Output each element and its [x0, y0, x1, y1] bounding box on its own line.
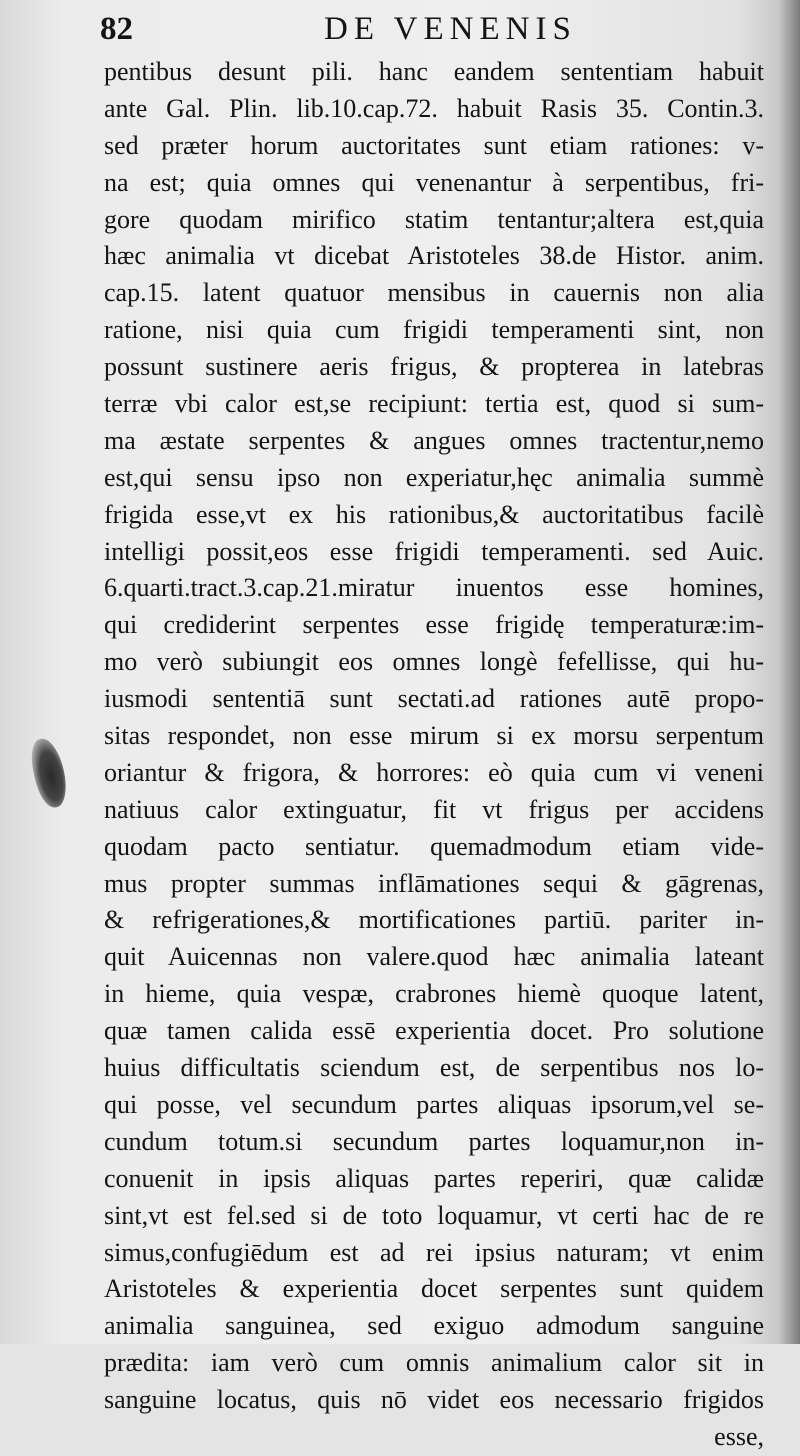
text-line: animalia sanguinea, sed exiguo admodum sanguine [104, 1311, 764, 1341]
text-line: terræ vbi calor est,se recipiunt: tertia est, quod si sum- [104, 389, 764, 419]
text-line: quit Auicennas non valere.quod hæc animalia lateant [104, 942, 764, 972]
text-line: cundum totum.si secundum partes loquamur,non in- [104, 1126, 764, 1156]
text-line: ante Gal. Plin. lib.10.cap.72. habuit Rasis 35. Contin.3. [104, 93, 764, 123]
text-line: simus,confugiēdum est ad rei ipsius naturam; vt enim [104, 1237, 764, 1267]
text-line: frigida esse,vt ex his rationibus,& auctoritatibus facilè [104, 499, 764, 529]
page-header [100, 6, 790, 52]
text-line: hæc animalia vt dicebat Aristoteles 38.de Histor. anim. [104, 241, 764, 271]
text-line: iusmodi sententiā sunt sectati.ad rationes autē propo- [104, 684, 764, 714]
text-line: possunt sustinere aeris frigus, & propterea in latebras [104, 352, 764, 382]
text-line: intelligi possit,eos esse frigidi temperamenti. sed Auic. [104, 536, 764, 566]
text-line: est,qui sensu ipso non experiatur,hęc animalia summè [104, 462, 764, 492]
page-gutter-shadow [778, 0, 800, 1344]
text-line: quodam pacto sentiatur. quemadmodum etiam vide- [104, 831, 764, 861]
text-line: cap.15. latent quatuor mensibus in cauernis non alia [104, 278, 764, 308]
text-line: sint,vt est fel.sed si de toto loquamur, vt certi hac de re [104, 1200, 764, 1230]
ink-stain [27, 736, 71, 811]
page-number: 82 [100, 11, 133, 47]
text-line: natiuus calor extinguatur, fit vt frigus per accidens [104, 794, 764, 824]
running-head: DE VENENIS [324, 11, 577, 47]
text-line: gore quodam mirifico statim tentantur;altera est,quia [104, 204, 764, 234]
text-line: qui posse, vel secundum partes aliquas ipsorum,vel se- [104, 1089, 764, 1119]
catchword: esse, [714, 1421, 764, 1451]
text-line: mus propter summas inflāmationes sequi & gāgrenas, [104, 868, 764, 898]
text-line: ma æstate serpentes & angues omnes tractentur,nemo [104, 425, 764, 455]
text-line: sed præter horum auctoritates sunt etiam rationes: v- [104, 130, 764, 160]
text-line: pentibus desunt pili. hanc eandem sententiam habuit [104, 57, 764, 86]
text-line: & refrigerationes,& mortificationes partiū. pariter in- [104, 905, 764, 935]
body-text [104, 54, 764, 1456]
text-line: mo verò subiungit eos omnes longè fefellisse, qui hu- [104, 647, 764, 677]
text-line: 6.quarti.tract.3.cap.21.miratur inuentos esse homines, [104, 573, 764, 603]
text-line: conuenit in ipsis aliquas partes reperiri, quæ calidæ [104, 1163, 764, 1193]
text-line: Aristoteles & experientia docet serpentes sunt quidem [104, 1274, 764, 1304]
text-line: quæ tamen calida essē experientia docet. Pro solutione [104, 1016, 764, 1046]
text-line: in hieme, quia vespæ, crabrones hiemè quoque latent, [104, 979, 764, 1009]
text-line: na est; quia omnes qui venenantur à serpentibus, fri- [104, 167, 764, 197]
text-line: sitas respondet, non esse mirum si ex morsu serpentum [104, 721, 764, 751]
text-line: prædita: iam verò cum omnis animalium calor sit in [104, 1348, 764, 1378]
text-line: huius difficultatis sciendum est, de serpentibus nos lo- [104, 1053, 764, 1083]
text-line: sanguine locatus, quis nō videt eos necessario frigidos [104, 1385, 764, 1415]
text-line: ratione, nisi quia cum frigidi temperamenti sint, non [104, 315, 764, 345]
text-line: oriantur & frigora, & horrores: eò quia cum vi veneni [104, 757, 764, 787]
text-line: qui crediderint serpentes esse frigidę temperaturæ:im- [104, 610, 764, 640]
